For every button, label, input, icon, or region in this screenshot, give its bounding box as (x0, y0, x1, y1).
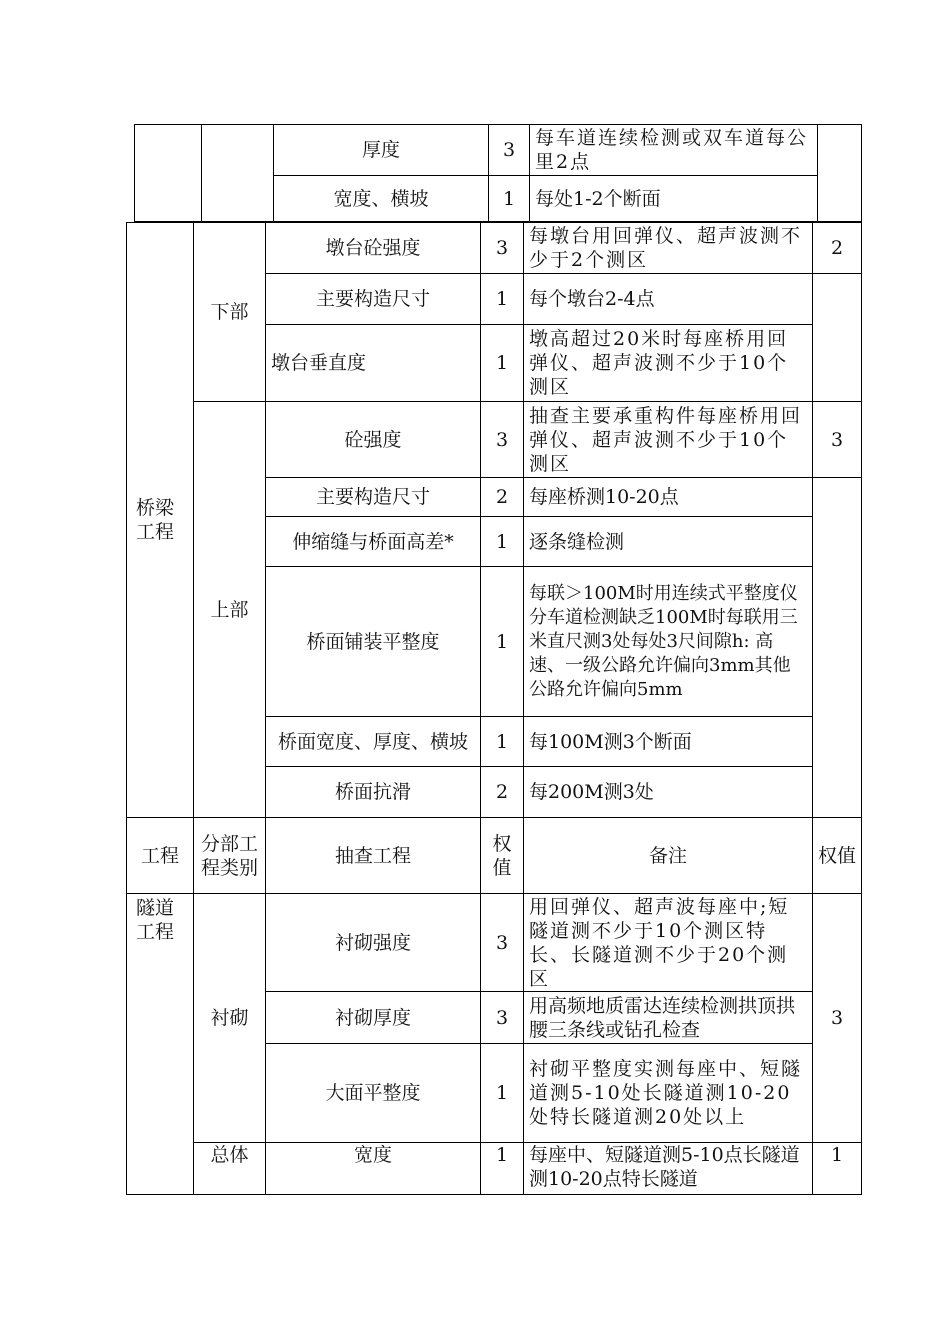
note-text: 逐条缝检测 (524, 517, 813, 567)
check-item: 主要构造尺寸 (266, 478, 481, 517)
category-cell (202, 125, 274, 222)
header-weight2: 权值 (813, 818, 862, 894)
table-row (127, 402, 862, 478)
note-text: 每处1-2个断面 (530, 176, 818, 222)
weight-value: 3 (481, 992, 524, 1044)
project-tunnel: 隧道工程 (127, 894, 194, 1195)
header-project: 工程 (127, 818, 194, 894)
project-bridge: 桥梁工程 (127, 223, 194, 818)
note-text: 每个墩台2-4点 (524, 274, 813, 325)
note-text: 每车道连续检测或双车道每公里2点 (530, 125, 818, 176)
note-text: 每墩台用回弹仪、超声波测不少于2个测区 (524, 223, 813, 274)
check-item: 宽度、横坡 (274, 176, 489, 222)
category-upper: 上部 (194, 402, 266, 818)
weight2-overall: 1 (813, 1143, 862, 1195)
weight2-empty (813, 478, 862, 818)
check-item: 桥面铺装平整度 (266, 567, 481, 717)
category-lining: 衬砌 (194, 894, 266, 1143)
weight-value: 1 (481, 1044, 524, 1143)
weight-value: 1 (481, 517, 524, 567)
check-item: 砼强度 (266, 402, 481, 478)
check-item: 大面平整度 (266, 1044, 481, 1143)
weight-value: 3 (489, 125, 530, 176)
weight-value: 3 (481, 402, 524, 478)
weight-value: 3 (481, 894, 524, 992)
weight-value: 1 (481, 325, 524, 402)
weight-value: 3 (481, 223, 524, 274)
note-text: 每座中、短隧道测5-10点长隧道测10-20点特长隧道 (524, 1143, 813, 1195)
weight-value: 2 (481, 767, 524, 818)
table-row (135, 125, 862, 176)
weight2-lining: 3 (813, 894, 862, 1143)
check-item: 宽度 (266, 1143, 481, 1195)
header-category: 分部工程类别 (194, 818, 266, 894)
table-header-row (127, 818, 862, 894)
note-text: 每联＞100M时用连续式平整度仪分车道检测缺乏100M时每联用三米直尺测3处每处3尺间隙h: 高速、一级公路允许偏向3mm其他公路允许偏向5mm (524, 567, 813, 717)
weight2-upper: 3 (813, 402, 862, 478)
check-item: 衬砌强度 (266, 894, 481, 992)
check-item: 墩台砼强度 (266, 223, 481, 274)
weight-value: 1 (489, 176, 530, 222)
weight2-empty (813, 274, 862, 402)
note-text: 用高频地质雷达连续检测拱顶拱腰三条线或钻孔检查 (524, 992, 813, 1044)
note-text: 用回弹仪、超声波每座中;短隧道测不少于10个测区特长、长隧道测不少于20个测区 (524, 894, 813, 992)
check-item: 伸缩缝与桥面高差* (266, 517, 481, 567)
header-item: 抽查工程 (266, 818, 481, 894)
weight-value: 2 (481, 478, 524, 517)
continuation-table (134, 124, 862, 222)
weight-value: 1 (481, 1143, 524, 1195)
weight-value: 1 (481, 717, 524, 767)
note-text: 墩高超过20米时每座桥用回弹仪、超声波测不少于10个测区 (524, 325, 813, 402)
check-item: 桥面宽度、厚度、横坡 (266, 717, 481, 767)
check-item: 衬砌厚度 (266, 992, 481, 1044)
note-text: 抽查主要承重构件每座桥用回弹仪、超声波测不少于10个测区 (524, 402, 813, 478)
table-row (127, 894, 862, 992)
check-item: 厚度 (274, 125, 489, 176)
inspection-table (126, 222, 862, 1195)
check-item: 桥面抗滑 (266, 767, 481, 818)
weight2-lower: 2 (813, 223, 862, 274)
category-lower: 下部 (194, 223, 266, 402)
header-note: 备注 (524, 818, 813, 894)
note-text: 每200M测3处 (524, 767, 813, 818)
note-text: 每座桥测10-20点 (524, 478, 813, 517)
table-row (127, 223, 862, 274)
note-text: 衬砌平整度实测每座中、短隧道测5-10处长隧道测10-20处特长隧道测20处以上 (524, 1044, 813, 1143)
check-item: 主要构造尺寸 (266, 274, 481, 325)
weight-value: 1 (481, 567, 524, 717)
category-overall: 总体 (194, 1143, 266, 1195)
note-text: 每100M测3个断面 (524, 717, 813, 767)
weight-value: 1 (481, 274, 524, 325)
check-item: 墩台垂直度 (266, 325, 481, 402)
project-cell (135, 125, 202, 222)
table-row (127, 1143, 862, 1195)
header-weight: 权值 (481, 818, 524, 894)
weight2-cell (818, 125, 862, 222)
